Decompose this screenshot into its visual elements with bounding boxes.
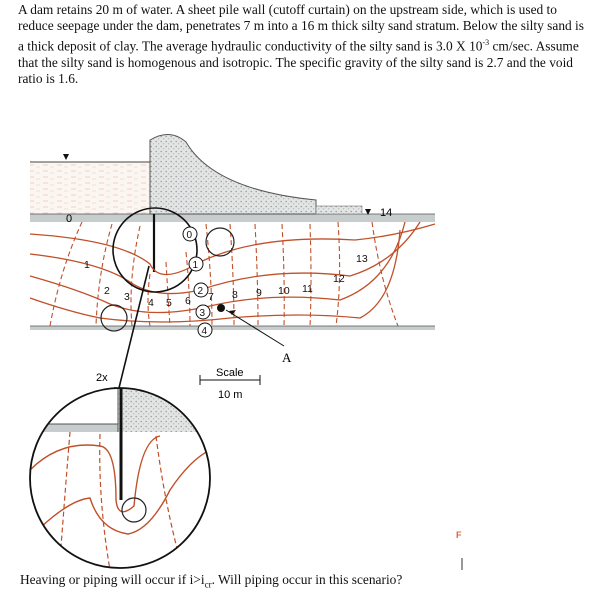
drop-label: 5 — [166, 297, 172, 309]
reservoir-water — [30, 162, 152, 214]
ground-surface — [30, 214, 435, 222]
head-label-left: 0 — [66, 213, 73, 225]
question-subscript: cr — [204, 579, 212, 590]
drop-label: 10 — [278, 285, 290, 297]
question-rest: . Will piping occur in this scenario? — [211, 572, 403, 587]
drop-label: 4 — [148, 297, 154, 309]
drop-label: 6 — [185, 295, 191, 307]
equipotential-2 — [96, 224, 112, 326]
drop-label: 11 — [302, 283, 313, 295]
drop-label: 2 — [104, 285, 110, 297]
drop-label: 12 — [333, 273, 345, 285]
marker-circle — [206, 228, 234, 256]
problem-text-1: A dam retains 20 m of water. A sheet pile wall (cutoff curtain) on the upstream side, which is used to reduce seepage under the dam, penetrates 7 m into a 16 m thick silty sand stratum. Below the silty sand is a thick deposit of clay. The average hydraulic conductivity of the silty sand is 3.0 X 10 — [18, 2, 584, 54]
inset-label: 2x — [96, 372, 108, 384]
problem-text-2: cm/sec. Assume that the silty sand is homogenous and isotropic. The specific gravity of the silty sand is 2.7 and the void ratio is 1.6. — [18, 38, 579, 87]
pencil-mark-icon — [455, 528, 467, 572]
flow-label: 3 — [199, 308, 206, 319]
head-label-right: 14 — [380, 207, 393, 219]
exponent: -3 — [482, 37, 490, 47]
flow-label: 1 — [192, 260, 199, 271]
question-text: Heaving or piping will occur if i>i — [20, 572, 205, 587]
scale-value: 10 m — [218, 389, 243, 401]
flow-label: 4 — [201, 326, 208, 337]
equipotential-10 — [282, 224, 284, 326]
flow-label: 2 — [197, 286, 204, 297]
question — [20, 572, 402, 590]
equipotential-9 — [255, 224, 258, 326]
dam-body — [150, 134, 316, 214]
scale-label: Scale — [216, 367, 244, 379]
headwater-marker-icon — [63, 154, 69, 160]
point-a-label: A — [282, 350, 292, 365]
point-a-dot — [217, 304, 225, 312]
svg-text:F: F — [456, 530, 462, 540]
flow-label: 0 — [186, 230, 193, 241]
drop-label: 13 — [356, 253, 368, 265]
drop-label: 3 — [124, 291, 130, 303]
dam-toe — [316, 206, 362, 214]
drop-label: 7 — [208, 291, 214, 303]
drop-label: 1 — [84, 259, 90, 271]
drop-label: 9 — [256, 287, 262, 299]
drop-label: 8 — [232, 289, 238, 301]
clay-layer — [30, 326, 435, 330]
